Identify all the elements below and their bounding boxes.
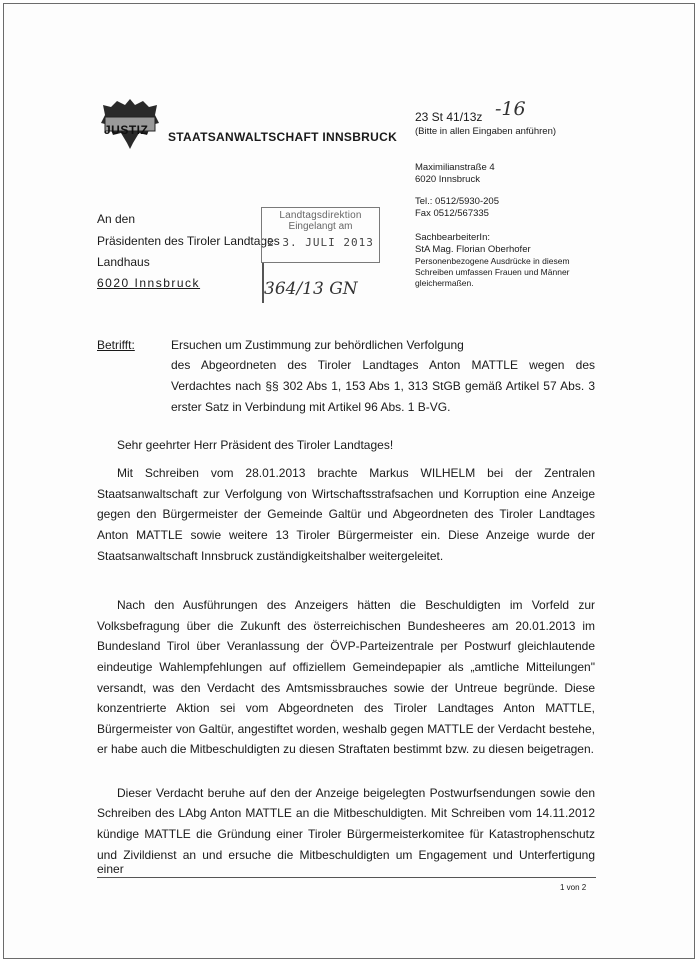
- footer-divider: [97, 877, 596, 878]
- subject-line-1: Ersuchen um Zustimmung zur behördlichen Verfolgung: [171, 338, 464, 352]
- para-2-line-5: versandt, was den Verdacht des Amtsmissbrauches sowie der Untreue begründe. Diese: [97, 681, 595, 695]
- salutation: Sehr geehrter Herr Präsident des Tiroler Landtages!: [117, 438, 394, 452]
- stamp-date: 2 3. JULI 2013: [267, 236, 374, 249]
- gender-note-1: Personenbezogene Ausdrücke in diesem: [415, 256, 570, 266]
- para-2-line-1: Nach den Ausführungen des Anzeigers hätten die Beschuldigten im Vorfeld zur: [117, 598, 595, 612]
- para-2-line-3: Bundesland Tirol über Veranlassung der ÖVP-Parteizentrale per Postwurf gleichlautende: [97, 639, 595, 653]
- subject-line-2: des Abgeordneten des Tiroler Landtages Anton MATTLE wegen des: [171, 358, 595, 372]
- sender-street: Maximilianstraße 4: [415, 162, 495, 173]
- recipient-line-4: 6020 Innsbruck: [97, 276, 201, 290]
- case-reference: 23 St 41/13z: [415, 110, 483, 124]
- para-1-line-3: gegen den Bürgermeister der Gemeinde Galtür und Abgeordneten des Tiroler Landtages: [97, 507, 595, 521]
- para-1-line-2: Staatsanwaltschaft zur Verfolgung von Wirtschaftsstrafsachen und Korruption eine Anzeige: [97, 487, 595, 501]
- para-3-line-4: und Zivildienst an und ersuche die Mitbeschuldigten um Engagement und Unterfertigung einer: [97, 848, 595, 876]
- recipient-line-2: Präsidenten des Tiroler Landtages: [97, 234, 280, 248]
- sender-tel: Tel.: 0512/5930-205: [415, 196, 499, 207]
- para-2-line-2: Volksbefragung über die Zukunft des österreichischen Bundesheeres am 20.01.2013 im: [97, 619, 595, 633]
- stamp-line-1: Landtagsdirektion: [279, 210, 362, 221]
- handwritten-register-number: 364/13 GN: [264, 279, 358, 299]
- para-1-line-1: Mit Schreiben vom 28.01.2013 brachte Markus WILHELM bei der Zentralen: [117, 466, 595, 480]
- gender-note-2: Schreiben umfassen Frauen und Männer: [415, 267, 570, 277]
- reference-note: (Bitte in allen Eingaben anführen): [415, 126, 557, 137]
- recipient-line-3: Landhaus: [97, 255, 150, 269]
- subject-label: Betrifft:: [97, 338, 135, 352]
- para-1-line-5: Staatsanwaltschaft Innsbruck zuständigkeitshalber weitergeleitet.: [97, 549, 444, 563]
- para-3-line-1: Dieser Verdacht beruhe auf den der Anzeige beigelegten Postwurfsendungen sowie den: [117, 786, 595, 800]
- clerk-name: StA Mag. Florian Oberhofer: [415, 244, 531, 255]
- page-number: 1 von 2: [560, 883, 587, 892]
- para-3-line-3: kündige MATTLE die Gründung einer Tiroler Bürgermeisterkomitee für Katastrophenschutz: [97, 827, 595, 841]
- sender-fax: Fax 0512/567335: [415, 208, 489, 219]
- para-2-line-6: konzentrierte Aktion sei vom Abgeordneten des Tiroler Landtages Anton MATTLE,: [97, 701, 595, 715]
- sender-city: 6020 Innsbruck: [415, 174, 480, 185]
- logo-text: JUSTIZ: [104, 123, 149, 137]
- para-3-line-2: Schreiben des LAbg Anton MATTLE an die Mitbeschuldigten. Mit Schreiben vom 14.11.2012: [97, 806, 595, 820]
- handwritten-reference: -16: [495, 98, 526, 120]
- recipient-line-1: An den: [97, 212, 136, 226]
- para-2-line-7: Bürgermeister von Galtür, angestiftet worden, weshalb gegen MATTLE der Verdacht bestehe,: [97, 722, 595, 736]
- receipt-stamp: [261, 207, 380, 263]
- para-1-line-4: Anton MATTLE sowie weitere 13 Tiroler Bürgermeister ein. Diese Anzeige wurde der: [97, 528, 595, 542]
- office-name: STAATSANWALTSCHAFT INNSBRUCK: [168, 130, 398, 144]
- clerk-label: SachbearbeiterIn:: [415, 232, 490, 243]
- stamp-line-2: Eingelangt am: [288, 221, 353, 232]
- para-2-line-4: eindeutige Wahlempfehlungen auf offiziellem Gemeindepapier als „amtliche Mitteilungen": [97, 660, 595, 674]
- para-2-line-8: er habe auch die Mitbeschuldigten zu diesen Straftaten bestimmt bzw. zu diesen beigetragen.: [97, 742, 594, 756]
- subject-line-3: Verdachtes nach §§ 302 Abs 1, 153 Abs 1, 313 StGB gemäß Artikel 57 Abs. 3: [171, 379, 595, 393]
- gender-note-3: gleichermaßen.: [415, 278, 474, 288]
- subject-line-4: erster Satz in Verbindung mit Artikel 96 Abs. 1 B-VG.: [171, 400, 451, 414]
